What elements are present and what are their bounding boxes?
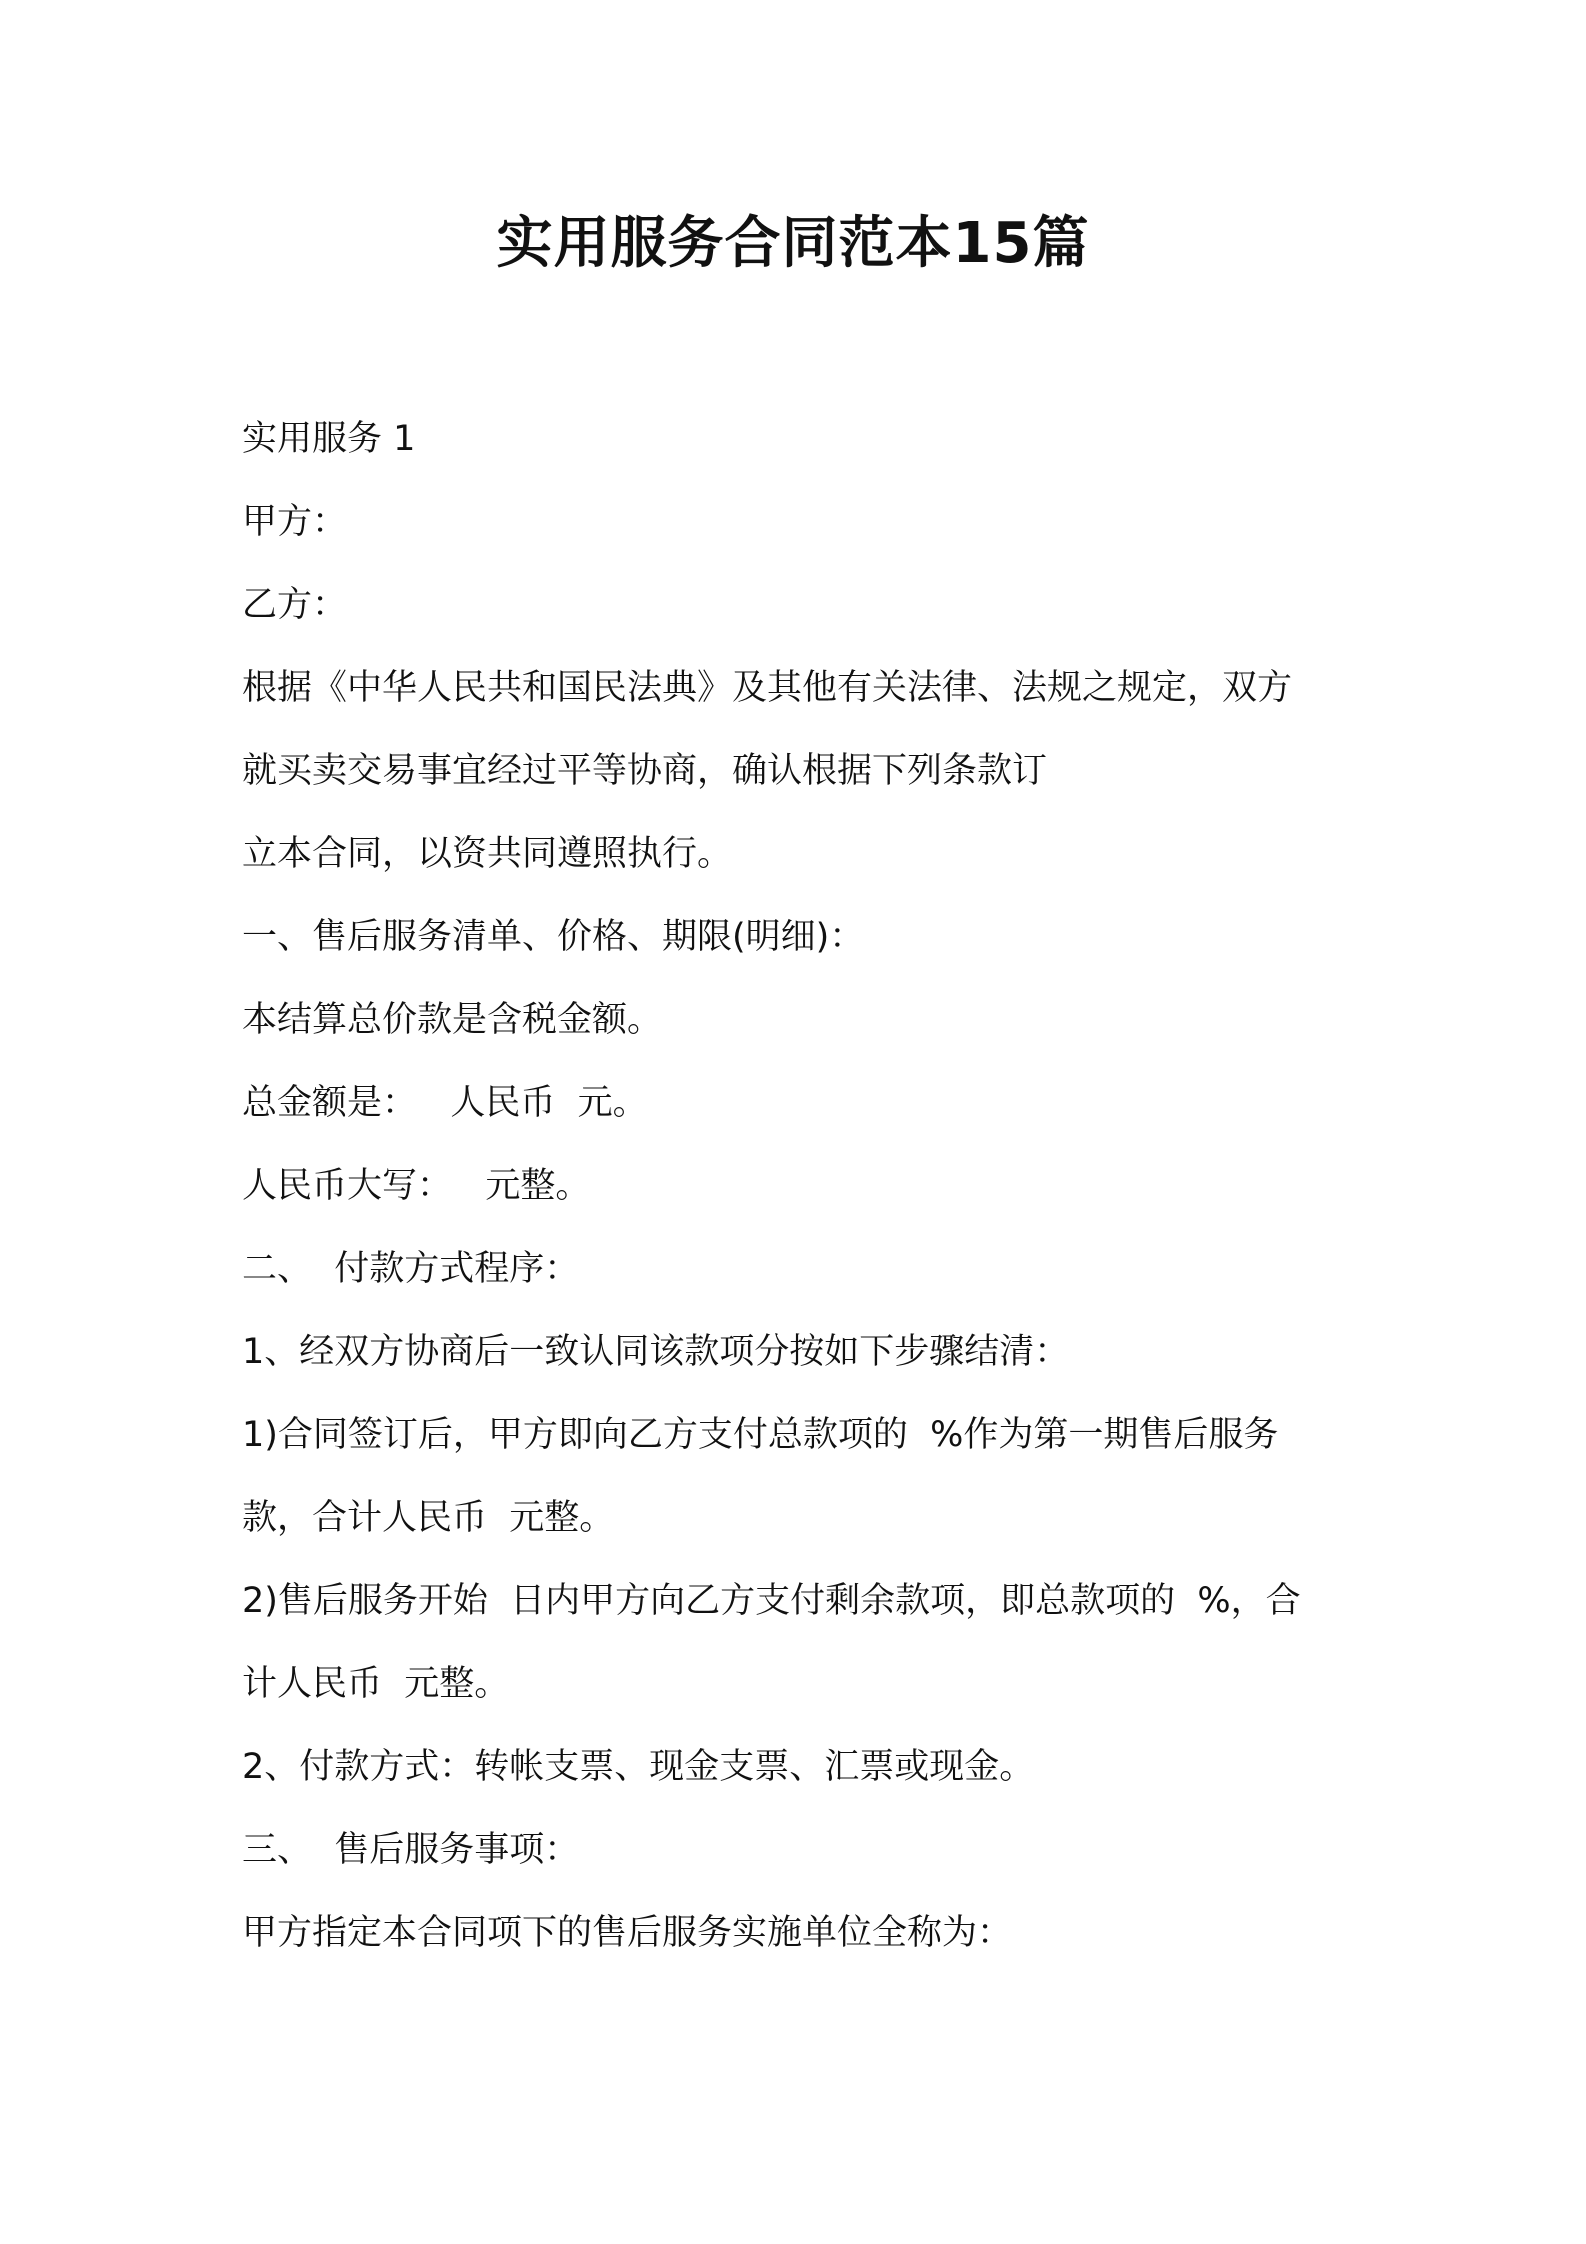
document-body (242, 398, 1362, 1975)
text-line: 立本合同，以资共同遵照执行。 (242, 834, 733, 874)
text-line: 总金额是： 人民币 元。 (242, 1083, 648, 1123)
text-line: 甲方： (242, 502, 348, 542)
text-line: 1、经双方协商后一致认同该款项分按如下步骤结清： (242, 1332, 1070, 1372)
text-line: 1)合同签订后，甲方即向乙方支付总款项的 %作为第一期售后服务 (242, 1415, 1279, 1455)
text-line: 一、售后服务清单、价格、期限(明细)： (242, 917, 865, 957)
text-line: 计人民币 元整。 (242, 1664, 510, 1704)
text-line: 就买卖交易事宜经过平等协商，确认根据下列条款订 (242, 751, 1048, 791)
text-line: 人民币大写： 元整。 (242, 1166, 591, 1206)
text-line: 本结算总价款是含税金额。 (242, 1000, 663, 1040)
text-line: 甲方指定本合同项下的售后服务实施单位全称为： (242, 1913, 1013, 1953)
text-line: 款，合计人民币 元整。 (242, 1498, 615, 1538)
text-line: 实用服务 1 (242, 419, 416, 459)
text-line: 2)售后服务开始 日内甲方向乙方支付剩余款项，即总款项的 %，合 (242, 1581, 1301, 1621)
text-line: 三、 售后服务事项： (242, 1830, 580, 1870)
text-line: 二、 付款方式程序： (242, 1249, 580, 1289)
document-title: 实用服务合同范本15篇 (496, 211, 1090, 276)
text-line: 根据《中华人民共和国民法典》及其他有关法律、法规之规定，双方 (242, 668, 1293, 708)
text-line: 乙方： (242, 585, 348, 625)
text-line: 2、付款方式：转帐支票、现金支票、汇票或现金。 (242, 1747, 1035, 1787)
